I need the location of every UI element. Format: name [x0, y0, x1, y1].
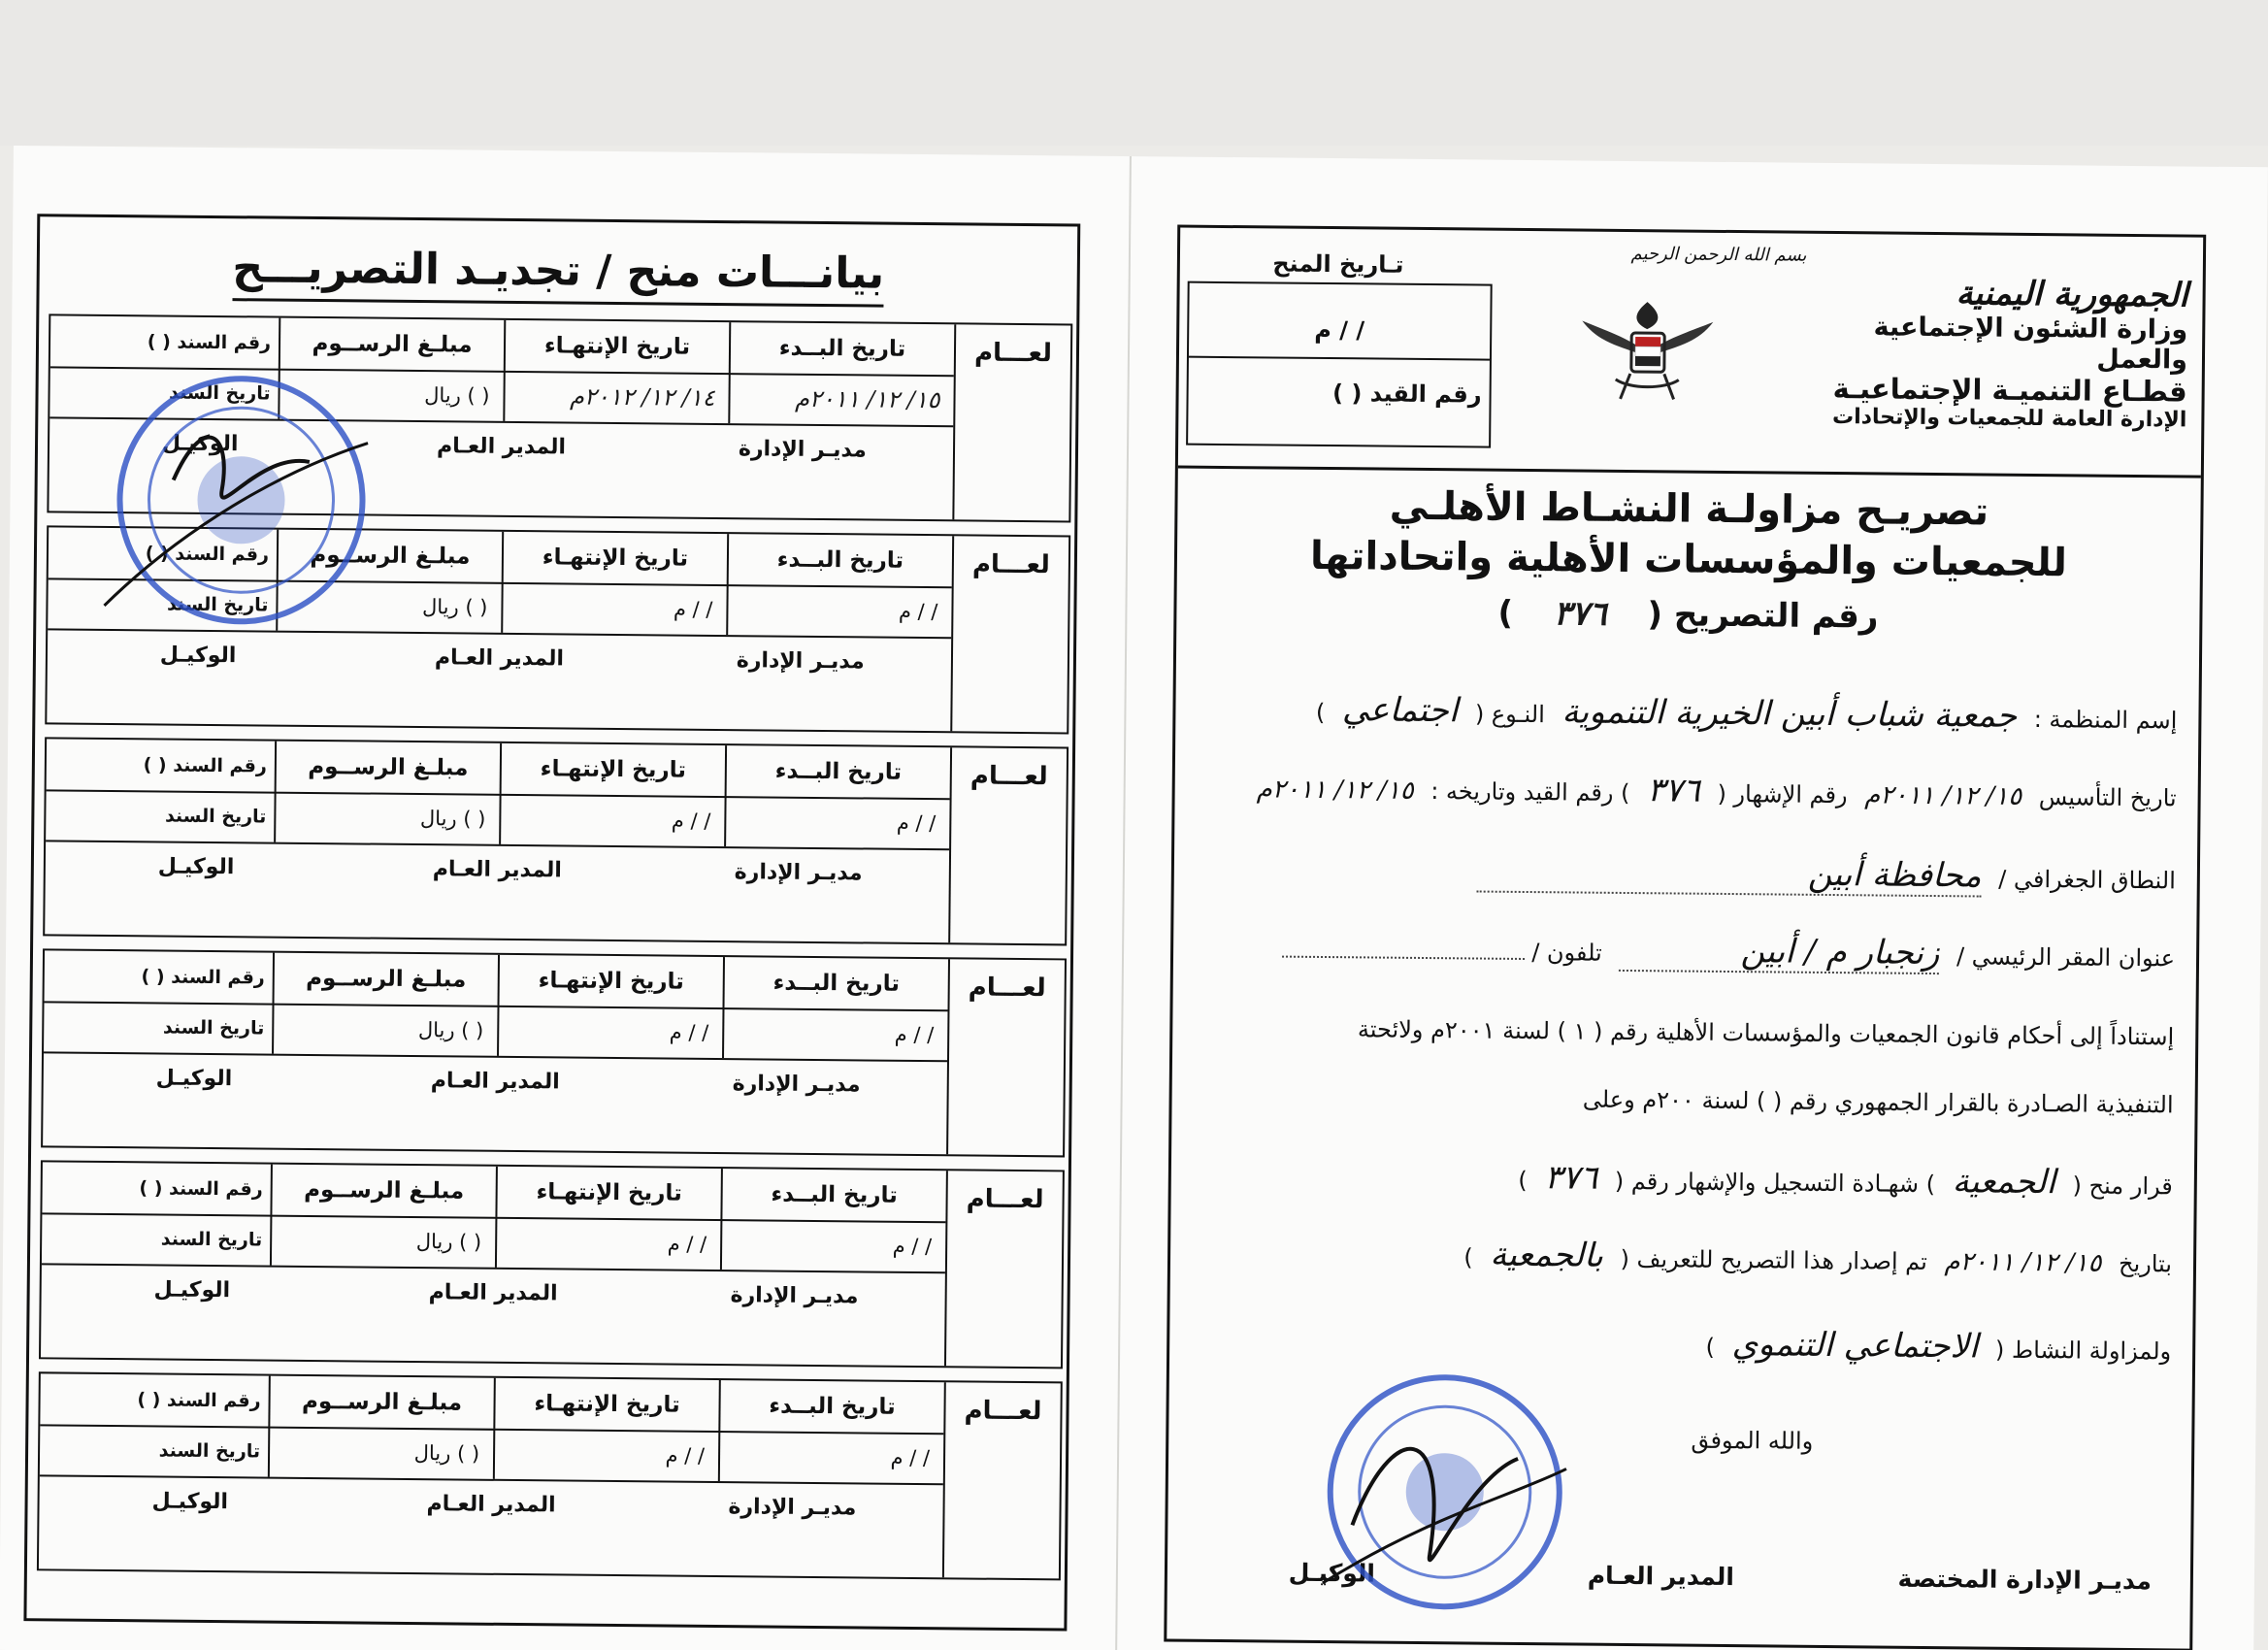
geo-value: محافظة أبين: [1476, 852, 1981, 898]
general-manager-label: المدير العـام: [430, 1069, 560, 1095]
end-date-header: تاريخ الإنتهـاء: [500, 743, 725, 796]
dept-manager-label: مديـر الإدارة: [732, 1072, 861, 1098]
receipt-no-header: رقم السند ( ): [141, 966, 265, 989]
receipt-no-header: رقم السند ( ): [143, 754, 267, 777]
grant-reg-no: رقم القيد ( ): [1331, 380, 1482, 409]
reg-date-label: رقم القيد وتاريخه :: [1430, 777, 1614, 807]
general-manager-label: المدير العـام: [426, 1492, 556, 1518]
agent-label: الوكيـل: [159, 643, 237, 669]
receipt-no-header: رقم السند ( ): [145, 543, 270, 566]
receipt-no-header: رقم السند ( ): [137, 1389, 261, 1412]
end-date-header: تاريخ الإنتهـاء: [504, 320, 729, 373]
start-date-value: / / م: [722, 1007, 947, 1060]
fee-value: ( ) ريال: [276, 580, 501, 633]
dept-manager-label: مديـر الإدارة: [738, 437, 867, 463]
permit-number-value: ٣٧٦: [1553, 594, 1607, 634]
renewal-block: [41, 948, 1067, 1157]
dated-label: بتاريخ: [2118, 1249, 2173, 1278]
signature-row: [43, 1051, 947, 1154]
org-name-line: إسم المنظمة : جمعية شباب أبين الخيرية التنموية النـوع ( اجتماعي ): [1315, 690, 2178, 736]
legal-line-2: التنفيذية الصـادرة بالقرار الجمهوري رقم ( ) لسنة ٢٠٠م وعلى: [1582, 1085, 2174, 1119]
dept-manager-label: مديـر الإدارة: [730, 1283, 859, 1309]
end-date-header: تاريخ الإنتهـاء: [502, 532, 727, 584]
fold-line: [1115, 156, 1132, 1650]
right-agent: الوكيـل: [1288, 1558, 1376, 1588]
fee-value: ( ) ريال: [268, 1427, 493, 1479]
general-manager-label: المدير العـام: [436, 434, 567, 460]
permit-title-1: تصريـح مزاولـة النشـاط الأهلـي: [1389, 483, 1989, 535]
dept-manager-label: مديـر الإدارة: [728, 1495, 857, 1521]
fee-header: مبلـغ الرســوم: [268, 1376, 493, 1429]
founding-line: تاريخ التأسيس ١٥/ ١٢/ ٢٠١١م رقم الإشهار ( ٣٧٦ ) رقم القيد وتاريخه : ١٥/ ١٢/ ٢٠١١م: [1256, 771, 2177, 812]
official-stamp-icon: [1312, 1360, 1577, 1625]
start-date-value: ١٥/ ١٢/ ٢٠١١م: [728, 373, 953, 425]
right-general-manager: المدير العـام: [1587, 1561, 1735, 1592]
hq-line: [1193, 927, 2175, 977]
start-date-header: تاريخ البــدء: [718, 1380, 943, 1433]
renewal-block: [43, 737, 1068, 945]
start-date-header: تاريخ البــدء: [723, 957, 948, 1009]
dated-value: ١٥/ ١٢/ ٢٠١١م: [1944, 1247, 2102, 1278]
ministry-block: [1779, 272, 2188, 432]
org-type-label: النـوع: [1491, 700, 1546, 729]
ministry-name: وزارة الشئون الإجتماعية والعمل: [1873, 312, 2188, 376]
agent-label: الوكيـل: [153, 1277, 231, 1304]
scan-background: [0, 0, 2268, 146]
dated-line: بتاريخ ١٥/ ١٢/ ٢٠١١م تم إصدار هذا التصريح للتعريف ( بالجمعية ): [1463, 1235, 2173, 1278]
year-label: لعـــام: [950, 536, 1068, 732]
issued-text: تم إصدار هذا التصريح للتعريف (: [1620, 1244, 1927, 1275]
fee-value: ( ) ريال: [274, 792, 499, 844]
end-date-value: / / م: [493, 1429, 718, 1481]
founding-value: ١٥/ ١٢/ ٢٠١١م: [1864, 780, 2022, 811]
renewal-block: [37, 1371, 1063, 1580]
sector-name: قطـاع التنميـة الإجتماعيـة: [1832, 372, 2187, 409]
issued-value: بالجمعية: [1490, 1235, 1604, 1275]
hq-value: زنجبار م / أبين: [1619, 931, 1939, 974]
start-date-header: تاريخ البــدء: [727, 534, 952, 586]
org-type-value: اجتماعي: [1341, 690, 1459, 731]
year-label: لعـــام: [942, 1382, 1061, 1578]
receipt-date-header: تاريخ السند: [160, 1228, 263, 1251]
year-label: لعـــام: [948, 747, 1067, 943]
activity-label: ولمزاولة النشاط (: [1994, 1336, 2172, 1366]
activity-line: ولمزاولة النشاط ( الاجتماعي التنموي ): [1705, 1325, 2172, 1367]
start-date-value: / / م: [724, 796, 949, 848]
admin-name: الإدارة العامة للجمعيات والإتحادات: [1831, 405, 2187, 433]
receipt-no-header: رقم السند ( ): [139, 1177, 263, 1201]
founding-label: تاريخ التأسيس: [2038, 783, 2177, 812]
end-date-header: تاريخ الإنتهـاء: [498, 955, 723, 1007]
fee-header: مبلـغ الرســوم: [277, 530, 502, 582]
start-date-value: / / م: [720, 1219, 945, 1271]
grant-box: [1186, 281, 1493, 448]
signature-row: [39, 1474, 943, 1577]
grant-date-value: / / م: [1189, 303, 1491, 361]
receipt-no-header: رقم السند ( ): [147, 331, 272, 354]
end-date-value: / / م: [495, 1217, 720, 1270]
renewal-stamp-icon: [84, 353, 378, 647]
start-date-header: تاريخ البــدء: [725, 745, 950, 798]
grant-date-label: تـاريخ المنح: [1272, 249, 1404, 279]
signature-row: [45, 840, 949, 942]
start-date-value: / / م: [726, 584, 951, 637]
permit-number-label: رقم التصريح: [1673, 595, 1879, 637]
reg-no-label: رقم الإشهار: [1733, 780, 1848, 809]
right-dept-manager: مديـر الإدارة المختصة: [1897, 1564, 2153, 1596]
legal-line-1: إستناداً إلى أحكام قانون الجمعيات والمؤسسات الأهلية رقم ( ١ ) لسنة ٢٠٠١م ولائحتة: [1357, 1015, 2175, 1051]
receipt-date-header: تاريخ السند: [164, 805, 267, 828]
fee-value: ( ) ريال: [272, 1004, 497, 1056]
decision-line: قرار منح ( الجمعية ) شهـادة التسجيل والإشهار رقم ( ٣٧٦ ): [1518, 1158, 2173, 1203]
decision-value: الجمعية: [1952, 1162, 2056, 1203]
permit-title-2: للجمعيات والمؤسسات الأهلية واتحاداتها: [1309, 533, 2068, 586]
geo-label: النطاق الجغرافي /: [1998, 865, 2176, 895]
year-label: لعـــام: [952, 324, 1070, 520]
start-date-value: / / م: [718, 1431, 943, 1483]
receipt-date-header: تاريخ السند: [158, 1439, 261, 1463]
agent-label: الوكيـل: [157, 854, 235, 880]
fee-value: ( ) ريال: [278, 369, 503, 421]
agent-label: الوكيـل: [155, 1066, 233, 1092]
receipt-date-header: تاريخ السند: [169, 381, 271, 405]
basmala: بسم الله الرحمن الرحيم: [1630, 244, 1807, 266]
cert-label: ) شهـادة التسجيل والإشهار رقم (: [1614, 1167, 1936, 1199]
closing-text: والله الموفق: [1691, 1426, 1814, 1455]
year-label: لعـــام: [946, 959, 1065, 1155]
receipt-date-header: تاريخ السند: [166, 593, 269, 616]
permit-titles: [1176, 482, 2200, 640]
fee-header: مبلـغ الرســوم: [275, 742, 500, 794]
cert-value: ٣٧٦: [1544, 1158, 1598, 1198]
phone-value: [1282, 956, 1525, 960]
fee-header: مبلـغ الرســوم: [270, 1165, 495, 1217]
republic-name: الجمهورية اليمنية: [1956, 274, 2188, 315]
dept-manager-label: مديـر الإدارة: [734, 860, 863, 886]
year-label: لعـــام: [944, 1171, 1063, 1367]
fee-value: ( ) ريال: [270, 1215, 495, 1268]
renewal-block: [39, 1160, 1065, 1369]
permit-header: [1178, 228, 2203, 478]
activity-value: الاجتماعي التنموي: [1731, 1325, 1979, 1367]
signature-row: [41, 1263, 945, 1366]
general-manager-label: المدير العـام: [432, 857, 562, 883]
end-date-header: تاريخ الإنتهـاء: [493, 1378, 718, 1431]
receipt-date-header: تاريخ السند: [162, 1016, 265, 1040]
org-name-value: جمعية شباب أبين الخيرية التنموية: [1561, 692, 2018, 736]
permit-number: رقم التصريح ( ٣٧٦ ): [1497, 593, 1879, 637]
end-date-value: ١٤/ ١٢/ ٢٠١٢م: [503, 371, 728, 423]
renewal-title: [39, 241, 1077, 309]
renewal-panel: [23, 214, 1080, 1631]
dept-manager-label: مديـر الإدارة: [736, 648, 865, 675]
permit-sheet: [0, 146, 2268, 1650]
general-manager-label: المدير العـام: [428, 1280, 558, 1306]
geo-line: [1194, 849, 2176, 900]
hq-label: عنوان المقر الرئيسي /: [1956, 942, 2176, 973]
agent-label: الوكيـل: [161, 431, 239, 457]
general-manager-label: المدير العـام: [434, 645, 565, 672]
fee-header: مبلـغ الرســوم: [273, 953, 498, 1006]
agent-label: الوكيـل: [151, 1489, 229, 1515]
start-date-header: تاريخ البــدء: [729, 322, 954, 375]
eagle-emblem-icon: [1576, 291, 1718, 409]
decision-label: قرار منح (: [2072, 1172, 2173, 1201]
permit-panel: [1164, 225, 2206, 1650]
phone-label: تلفون /: [1531, 939, 1602, 967]
end-date-value: / / م: [501, 582, 726, 635]
end-date-header: تاريخ الإنتهـاء: [495, 1167, 720, 1219]
end-date-value: / / م: [499, 794, 724, 846]
start-date-header: تاريخ البــدء: [720, 1169, 945, 1221]
end-date-value: / / م: [497, 1006, 722, 1058]
fee-header: مبلـغ الرســوم: [279, 318, 504, 371]
org-name-label: إسم المنظمة :: [2033, 706, 2178, 735]
renewal-title-text: بيانـــات منح / تجديـد التصريـــح: [232, 243, 884, 307]
reg-date-value: ١٥/ ١٢/ ٢٠١١م: [1256, 775, 1414, 806]
reg-no-value: ٣٧٦: [1646, 771, 1701, 810]
